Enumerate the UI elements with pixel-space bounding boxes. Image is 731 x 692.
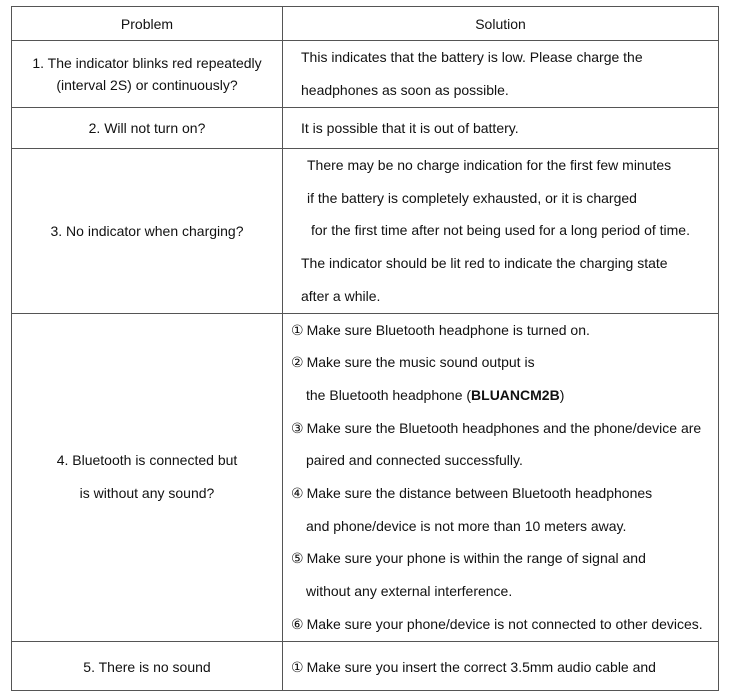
circled-number-4-icon: ④ — [291, 485, 304, 502]
solution-line: headphones as soon as possible. — [301, 82, 509, 98]
solution-line: Make sure Bluetooth headphone is turned on. — [306, 321, 590, 338]
solution-cell — [283, 641, 719, 690]
model-name: BLUANCM2B — [471, 386, 560, 403]
solution-item-1 — [291, 657, 718, 677]
table-row — [12, 641, 719, 690]
solution-item-3 — [291, 412, 718, 445]
troubleshooting-table — [11, 6, 719, 691]
table-header-row — [12, 7, 719, 41]
solution-cell — [283, 313, 719, 641]
header-problem: Problem — [12, 7, 283, 41]
solution-cell — [283, 108, 719, 149]
problem-line: 1. The indicator blinks red repeatedly — [32, 55, 262, 71]
circled-number-1-icon: ① — [291, 321, 304, 338]
problem-cell — [12, 313, 283, 641]
problem-line: 3. No indicator when charging? — [50, 222, 244, 239]
solution-item-2 — [291, 346, 718, 379]
solution-line: after a while. — [301, 287, 381, 304]
problem-cell — [12, 641, 283, 690]
problem-line: is without any sound? — [79, 485, 215, 502]
problem-line: 2. Will not turn on? — [88, 120, 206, 136]
solution-line: for the first time after not being used for a long period of time. — [311, 222, 690, 239]
solution-line: Make sure your phone/device is not connected to other devices. — [306, 615, 703, 632]
solution-line: This indicates that the battery is low. Please charge the — [301, 49, 643, 65]
solution-line: Make sure you insert the correct 3.5mm audio cable and — [306, 658, 656, 675]
solution-line: There may be no charge indication for the first few minutes — [307, 157, 672, 173]
solution-line: and phone/device is not more than 10 meters away. — [306, 517, 627, 534]
solution-item-4 — [291, 477, 718, 510]
solution-cell — [283, 149, 719, 314]
circled-number-1-icon: ① — [291, 658, 304, 675]
solution-line: without any external interference. — [306, 583, 513, 600]
table-row — [12, 41, 719, 108]
circled-number-5-icon: ⑤ — [291, 550, 304, 567]
solution-line: It is possible that it is out of battery. — [301, 119, 519, 136]
solution-item-1 — [291, 314, 718, 347]
solution-line-continued — [291, 379, 718, 412]
solution-line: Make sure the Bluetooth headphones and the phone/device are — [306, 419, 702, 436]
header-solution: Solution — [283, 7, 719, 41]
table-row — [12, 313, 719, 641]
solution-line: The indicator should be lit red to indicate the charging state — [301, 255, 668, 272]
problem-line: 4. Bluetooth is connected but — [56, 452, 238, 469]
solution-line: paired and connected successfully. — [306, 452, 523, 469]
solution-line: if the battery is completely exhausted, or it is charged — [307, 189, 637, 206]
solution-line: Make sure the distance between Bluetooth headphones — [306, 485, 653, 502]
solution-line: Make sure the music sound output is — [306, 354, 535, 371]
problem-cell — [12, 149, 283, 314]
circled-number-3-icon: ③ — [291, 419, 304, 436]
solution-cell — [283, 41, 719, 108]
problem-cell — [12, 41, 283, 108]
solution-item-6 — [291, 608, 718, 641]
problem-cell — [12, 108, 283, 149]
solution-item-5 — [291, 542, 718, 575]
solution-line: the Bluetooth headphone ( — [306, 386, 472, 403]
table-row — [12, 149, 719, 314]
solution-line: ) — [559, 386, 565, 403]
solution-line: Make sure your phone is within the range of signal and — [306, 550, 646, 567]
circled-number-2-icon: ② — [291, 354, 304, 371]
problem-line: 5. There is no sound — [83, 658, 211, 675]
table-row — [12, 108, 719, 149]
problem-line: (interval 2S) or continuously? — [56, 77, 238, 93]
circled-number-6-icon: ⑥ — [291, 615, 304, 632]
